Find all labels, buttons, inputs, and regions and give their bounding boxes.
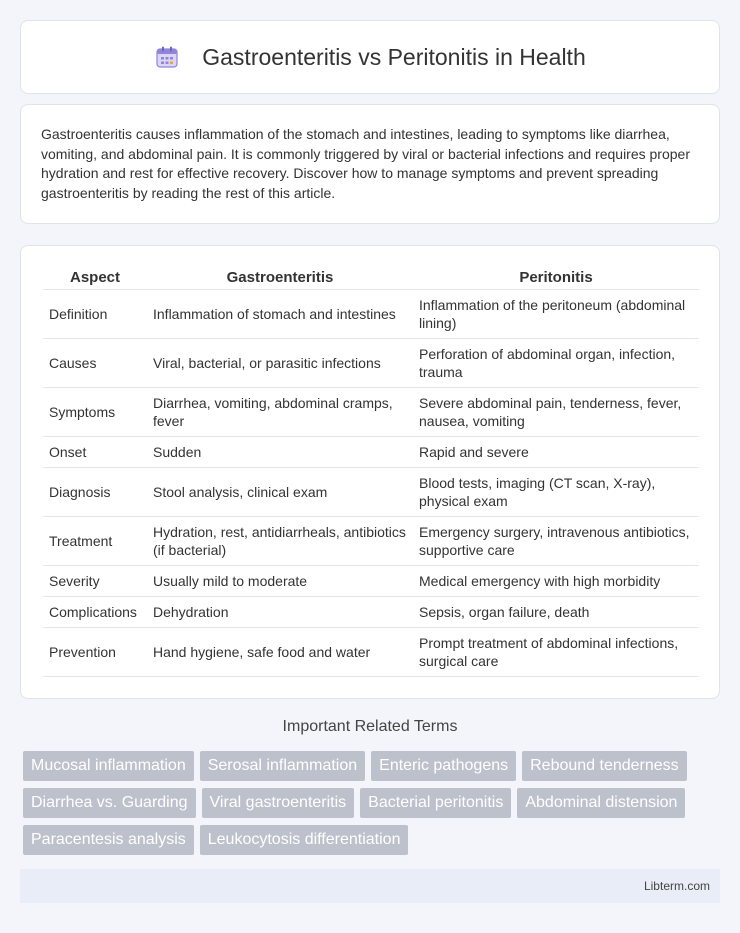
table-row <box>43 597 699 628</box>
comparison-card <box>20 245 720 699</box>
table-header-aspect: Aspect <box>43 264 147 290</box>
footer <box>20 869 720 903</box>
intro-card <box>20 104 720 224</box>
row-peritonitis: Prompt treatment of abdominal infections, surgical care <box>413 628 699 677</box>
row-peritonitis: Sepsis, organ failure, death <box>413 597 699 628</box>
table-row <box>43 290 699 339</box>
related-term-tag[interactable]: Mucosal inflammation <box>23 751 194 781</box>
related-term-tag[interactable]: Diarrhea vs. Guarding <box>23 788 196 818</box>
row-aspect: Onset <box>43 437 147 468</box>
row-gastroenteritis: Usually mild to moderate <box>147 566 413 597</box>
related-terms-list <box>23 751 723 855</box>
table-row <box>43 437 699 468</box>
row-gastroenteritis: Hydration, rest, antidiarrheals, antibiotics (if bacterial) <box>147 517 413 566</box>
row-peritonitis: Medical emergency with high morbidity <box>413 566 699 597</box>
row-peritonitis: Blood tests, imaging (CT scan, X-ray), physical exam <box>413 468 699 517</box>
row-gastroenteritis: Viral, bacterial, or parasitic infections <box>147 339 413 388</box>
row-gastroenteritis: Inflammation of stomach and intestines <box>147 290 413 339</box>
row-peritonitis: Emergency surgery, intravenous antibiotics, supportive care <box>413 517 699 566</box>
comparison-table <box>43 264 699 677</box>
related-term-tag[interactable]: Enteric pathogens <box>371 751 516 781</box>
related-term-tag[interactable]: Rebound tenderness <box>522 751 687 781</box>
row-aspect: Complications <box>43 597 147 628</box>
header-card <box>20 20 720 94</box>
related-term-tag[interactable]: Paracentesis analysis <box>23 825 194 855</box>
row-aspect: Causes <box>43 339 147 388</box>
row-gastroenteritis: Dehydration <box>147 597 413 628</box>
row-peritonitis: Inflammation of the peritoneum (abdominal lining) <box>413 290 699 339</box>
table-row <box>43 517 699 566</box>
calendar-icon <box>154 44 180 70</box>
related-term-tag[interactable]: Bacterial peritonitis <box>360 788 511 818</box>
row-gastroenteritis: Diarrhea, vomiting, abdominal cramps, fever <box>147 388 413 437</box>
related-term-tag[interactable]: Serosal inflammation <box>200 751 365 781</box>
table-header-peritonitis: Peritonitis <box>413 264 699 290</box>
row-peritonitis: Severe abdominal pain, tenderness, fever, nausea, vomiting <box>413 388 699 437</box>
row-aspect: Definition <box>43 290 147 339</box>
row-aspect: Prevention <box>43 628 147 677</box>
table-row <box>43 468 699 517</box>
row-peritonitis: Rapid and severe <box>413 437 699 468</box>
related-term-tag[interactable]: Viral gastroenteritis <box>202 788 355 818</box>
row-gastroenteritis: Sudden <box>147 437 413 468</box>
row-peritonitis: Perforation of abdominal organ, infection, trauma <box>413 339 699 388</box>
table-row <box>43 339 699 388</box>
related-terms-title: Important Related Terms <box>282 718 458 735</box>
table-row <box>43 388 699 437</box>
footer-site-link[interactable]: Libterm.com <box>643 879 710 893</box>
table-row <box>43 566 699 597</box>
row-gastroenteritis: Stool analysis, clinical exam <box>147 468 413 517</box>
intro-text: Gastroenteritis causes inflammation of the stomach and intestines, leading to symptoms like diarrhea, vomiting, and abdominal pain. It is commonly triggered by viral or bacterial infections and requires proper hydration and rest for effective recovery. Discover how to manage symptoms and prevent spreading gastroenteritis by reading the rest of this article. <box>41 126 690 201</box>
related-term-tag[interactable]: Leukocytosis differentiation <box>200 825 409 855</box>
row-aspect: Severity <box>43 566 147 597</box>
related-term-tag[interactable]: Abdominal distension <box>517 788 685 818</box>
row-gastroenteritis: Hand hygiene, safe food and water <box>147 628 413 677</box>
page-title: Gastroenteritis vs Peritonitis in Health <box>202 43 586 70</box>
row-aspect: Treatment <box>43 517 147 566</box>
row-aspect: Symptoms <box>43 388 147 437</box>
table-header-gastroenteritis: Gastroenteritis <box>147 264 413 290</box>
row-aspect: Diagnosis <box>43 468 147 517</box>
table-row <box>43 628 699 677</box>
